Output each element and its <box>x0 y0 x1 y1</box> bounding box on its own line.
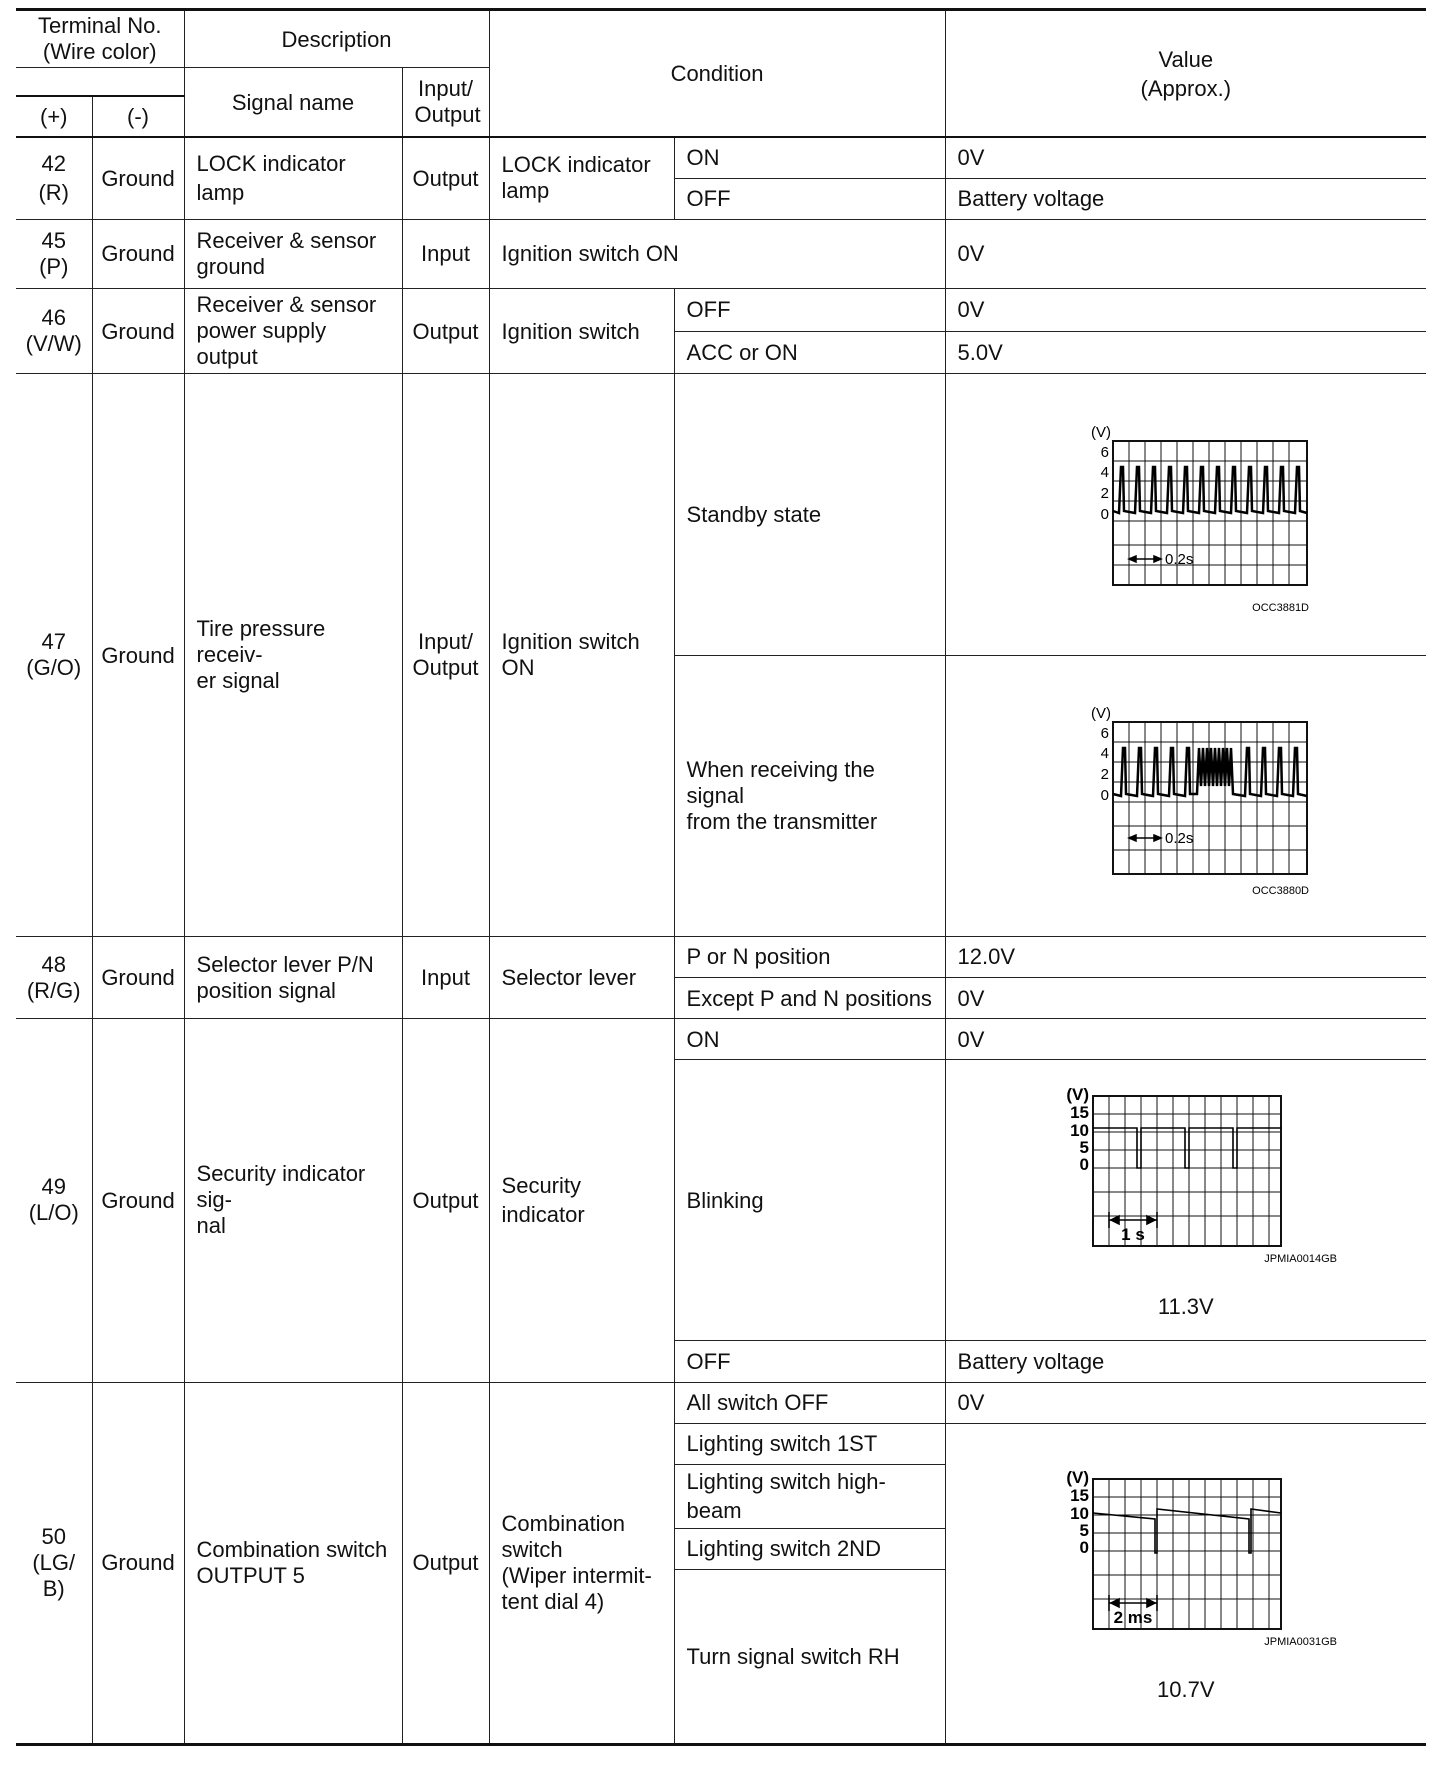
waveform-grid <box>1113 722 1307 874</box>
row-49-state-blinking: Blinking <box>674 1060 945 1341</box>
row-48-io: Input <box>402 936 489 1018</box>
row-49-condition: Security indicator <box>489 1019 674 1382</box>
header-minus: (-) <box>92 96 184 137</box>
waveform-trace <box>1113 467 1307 513</box>
row-50-value-all-off: 0V <box>945 1382 1426 1423</box>
row-42-ground: Ground <box>92 137 184 219</box>
waveform-ytick: 4 <box>1100 463 1109 481</box>
row-48-state-except: Except P and N positions <box>674 978 945 1019</box>
row-50-state-high-beam: Lighting switch high-beam <box>674 1464 945 1528</box>
row-50-signal: Combination switch OUTPUT 5 <box>184 1382 402 1744</box>
row-45-value: 0V <box>945 219 1426 288</box>
row-49-signal: Security indicator sig- nal <box>184 1019 402 1382</box>
row-42-condition: LOCK indicator lamp <box>489 137 674 219</box>
waveform-ytick: 2 <box>1100 484 1109 502</box>
waveform-ytick: 5 <box>1079 1520 1089 1540</box>
row-46-io: Output <box>402 289 489 374</box>
row-49-terminal: 49 (L/O) <box>16 1019 92 1382</box>
waveform-grid <box>1093 1479 1281 1629</box>
waveform-ytick: 0 <box>1100 786 1109 804</box>
header-condition: Condition <box>489 10 945 138</box>
row-42-io: Output <box>402 137 489 219</box>
waveform-ylabel: (V) <box>1090 704 1111 722</box>
row-50-ground: Ground <box>92 1382 184 1744</box>
row-48-terminal: 48 (R/G) <box>16 936 92 1018</box>
row-50-state-all-off: All switch OFF <box>674 1382 945 1423</box>
waveform-standby <box>1041 415 1331 615</box>
figure-caption: JPMIA0031GB <box>1264 1635 1337 1648</box>
waveform-timescale: 0.2s <box>1164 829 1194 847</box>
waveform-timescale: 1 s <box>1120 1224 1145 1244</box>
row-49-value-off: Battery voltage <box>945 1341 1426 1382</box>
row-47-condition: Ignition switch ON <box>489 374 674 936</box>
figure-caption: OCC3880D <box>1251 884 1309 896</box>
row-47-io: Input/ Output <box>402 374 489 936</box>
row-50-terminal: 50 (LG/ B) <box>16 1382 92 1744</box>
header-terminal-spacer <box>16 68 184 96</box>
waveform-ylabel: (V) <box>1066 1467 1089 1487</box>
waveform-ytick: 2 <box>1100 765 1109 783</box>
header-terminal: Terminal No. (Wire color) <box>16 10 184 68</box>
waveform-ytick: 6 <box>1100 724 1109 742</box>
row-42-terminal: 42 (R) <box>16 137 92 219</box>
waveform-combination <box>1031 1463 1341 1675</box>
waveform-timescale: 0.2s <box>1164 550 1194 568</box>
figure-caption: OCC3881D <box>1251 601 1309 614</box>
row-50-state-2nd: Lighting switch 2ND <box>674 1528 945 1569</box>
row-49-ground: Ground <box>92 1019 184 1382</box>
row-46-value-off: 0V <box>945 289 1426 332</box>
waveform-ytick: 15 <box>1069 1485 1089 1505</box>
waveform-ylabel: (V) <box>1090 423 1111 441</box>
waveform-trace <box>1113 748 1307 796</box>
header-value: Value (Approx.) <box>945 10 1426 138</box>
waveform-ytick: 5 <box>1079 1137 1089 1157</box>
row-49-state-off: OFF <box>674 1341 945 1382</box>
row-42-state-off: OFF <box>674 178 945 219</box>
header-signal-name: Signal name <box>184 68 402 137</box>
waveform-ytick: 0 <box>1079 1154 1089 1174</box>
row-46-state-acc: ACC or ON <box>674 331 945 374</box>
row-48-value-except: 0V <box>945 978 1426 1019</box>
row-48-signal: Selector lever P/N position signal <box>184 936 402 1018</box>
row-48-value-pn: 12.0V <box>945 936 1426 977</box>
row-46-condition: Ignition switch <box>489 289 674 374</box>
row-50-io: Output <box>402 1382 489 1744</box>
waveform-ytick: 0 <box>1079 1537 1089 1557</box>
waveform-ytick: 4 <box>1100 744 1109 762</box>
row-42-state-on: ON <box>674 137 945 178</box>
row-49-state-on: ON <box>674 1019 945 1060</box>
row-47-ground: Ground <box>92 374 184 936</box>
row-47-state-receiving: When receiving the signal from the transmitter <box>674 655 945 936</box>
waveform-ytick: 0 <box>1100 505 1109 523</box>
row-47-value-standby <box>945 374 1426 655</box>
row-49-value-blinking <box>945 1060 1426 1341</box>
figure-caption: JPMIA0014GB <box>1264 1252 1337 1265</box>
row-47-signal: Tire pressure receiv- er signal <box>184 374 402 936</box>
header-io: Input/ Output <box>402 68 489 137</box>
row-46-value-acc: 5.0V <box>945 331 1426 374</box>
header-plus: (+) <box>16 96 92 137</box>
row-45-terminal: 45 (P) <box>16 219 92 288</box>
waveform-receiving <box>1041 696 1331 896</box>
waveform-grid <box>1093 1096 1281 1246</box>
row-46-state-off: OFF <box>674 289 945 332</box>
row-49-value-blinking-text: 11.3V <box>1157 1293 1214 1319</box>
row-46-ground: Ground <box>92 289 184 374</box>
row-50-condition: Combination switch (Wiper intermit- tent dial 4) <box>489 1382 674 1744</box>
row-50-value-shared-text: 10.7V <box>1157 1676 1215 1702</box>
row-50-state-turn-rh: Turn signal switch RH <box>674 1569 945 1744</box>
row-42-signal: LOCK indicator lamp <box>184 137 402 219</box>
row-49-io: Output <box>402 1019 489 1382</box>
row-45-ground: Ground <box>92 219 184 288</box>
row-45-io: Input <box>402 219 489 288</box>
row-47-value-receiving <box>945 655 1426 936</box>
row-46-terminal: 46 (V/W) <box>16 289 92 374</box>
waveform-ytick: 15 <box>1069 1102 1089 1122</box>
row-42-value-on: 0V <box>945 137 1426 178</box>
row-42-value-off: Battery voltage <box>945 178 1426 219</box>
row-45-condition: Ignition switch ON <box>489 219 945 288</box>
header-description: Description <box>184 10 489 68</box>
row-48-ground: Ground <box>92 936 184 1018</box>
row-47-state-standby: Standby state <box>674 374 945 655</box>
waveform-timescale: 2 ms <box>1113 1607 1153 1627</box>
waveform-blinking <box>1031 1080 1341 1292</box>
row-50-value-shared <box>945 1423 1426 1744</box>
waveform-ytick: 10 <box>1069 1120 1089 1140</box>
terminal-table <box>16 8 1426 1746</box>
row-47-terminal: 47 (G/O) <box>16 374 92 936</box>
waveform-ylabel: (V) <box>1066 1084 1089 1104</box>
row-45-signal: Receiver & sensor ground <box>184 219 402 288</box>
row-48-state-pn: P or N position <box>674 936 945 977</box>
row-46-signal: Receiver & sensor power supply output <box>184 289 402 374</box>
waveform-ytick: 10 <box>1069 1503 1089 1523</box>
row-50-state-1st: Lighting switch 1ST <box>674 1423 945 1464</box>
row-48-condition: Selector lever <box>489 936 674 1018</box>
row-49-value-on: 0V <box>945 1019 1426 1060</box>
waveform-ytick: 6 <box>1100 443 1109 461</box>
